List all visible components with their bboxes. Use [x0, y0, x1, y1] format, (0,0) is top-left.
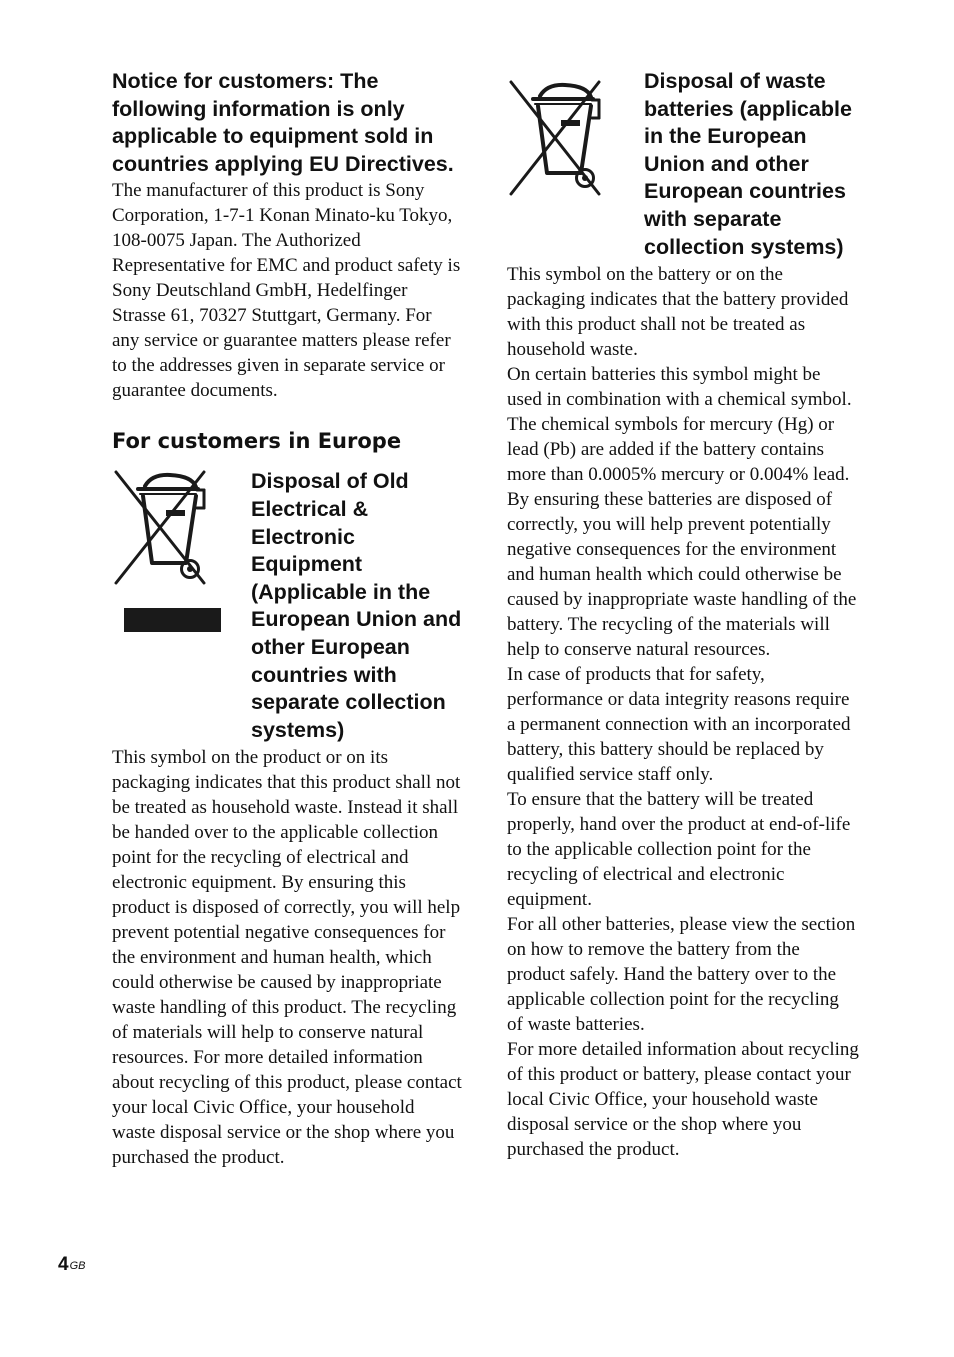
page-number-suffix: GB: [69, 1260, 86, 1272]
section-title-europe: For customers in Europe: [112, 429, 402, 454]
notice-heading: Notice for customers: The following information is only applicable to equipment sold in countries applying EU Directives.: [112, 69, 454, 176]
weee-body: This symbol on the product or on its packaging indicates that this product shall not be treated as household waste. Instead it shall be handed over to the applicable collection point for the recycling of electrical and electronic equipment. By ensuring this product is disposed of correctly, you will help prevent potential negative consequences for the environment and human health, which could otherwise be caused by inappropriate waste handling of this product. The recycling of materials will help to conserve natural resources. For more detailed information about recycling of this product, please contact your local Civic Office, your household waste disposal service or the shop where you purchased the product.: [112, 747, 462, 1169]
right-column: [507, 68, 859, 1162]
battery-block: [507, 68, 859, 261]
weee-heading: Disposal of Old Electrical & Electronic Equipment (Applicable in the European Union and other European countries with separate collection systems): [251, 469, 462, 742]
battery-paragraph: To ensure that the battery will be treated properly, hand over the product at end-of-life to the applicable collection point for the recycling of electrical and electronic equipment.: [507, 789, 851, 911]
weee-block: [112, 468, 462, 744]
notice-body: The manufacturer of this product is Sony Corporation, 1-7-1 Konan Minato-ku Tokyo, 108-0075 Japan. The Authorized Representative for EMC and product safety is Sony Deutschland GmbH, Hedelfinger Strasse 61, 70327 Stuttgart, Germany. For any service or guarantee matters please refer to the addresses given in separate service or guarantee documents.: [112, 180, 461, 402]
left-column: [112, 68, 462, 1170]
battery-paragraph: On certain batteries this symbol might be used in combination with a chemical symbol. The chemical symbols for mercury (Hg) or lead (Pb) are added if the battery contains more than 0.0005% mercury or 0.004% lead. By ensuring these batteries are disposed of correctly, you will help prevent potentially negative consequences for the environment and human health which could otherwise be caused by inappropriate waste handling of the battery. The recycling of the materials will help to conserve natural resources.: [507, 364, 857, 661]
page-number-value: 4: [58, 1254, 69, 1275]
battery-paragraph: For more detailed information about recycling of this product or battery, please contact your local Civic Office, your household waste disposal service or the shop where you purchased the product.: [507, 1039, 859, 1161]
battery-paragraph: For all other batteries, please view the section on how to remove the battery from the product safely. Hand the battery over to the applicable collection point for the recycling of waste batteries.: [507, 914, 856, 1036]
battery-paragraph: This symbol on the battery or on the packaging indicates that the battery provided with this product shall not be treated as household waste.: [507, 264, 849, 361]
weee-bin-icon: [112, 468, 251, 744]
battery-bin-icon: [507, 68, 644, 261]
battery-paragraph: In case of products that for safety, performance or data integrity reasons require a permanent connection with an incorporated battery, this battery should be replaced by qualified service staff only.: [507, 664, 851, 786]
battery-heading: Disposal of waste batteries (applicable in the European Union and other European countries with separate collection systems): [644, 69, 852, 259]
page-number: [58, 1253, 85, 1277]
